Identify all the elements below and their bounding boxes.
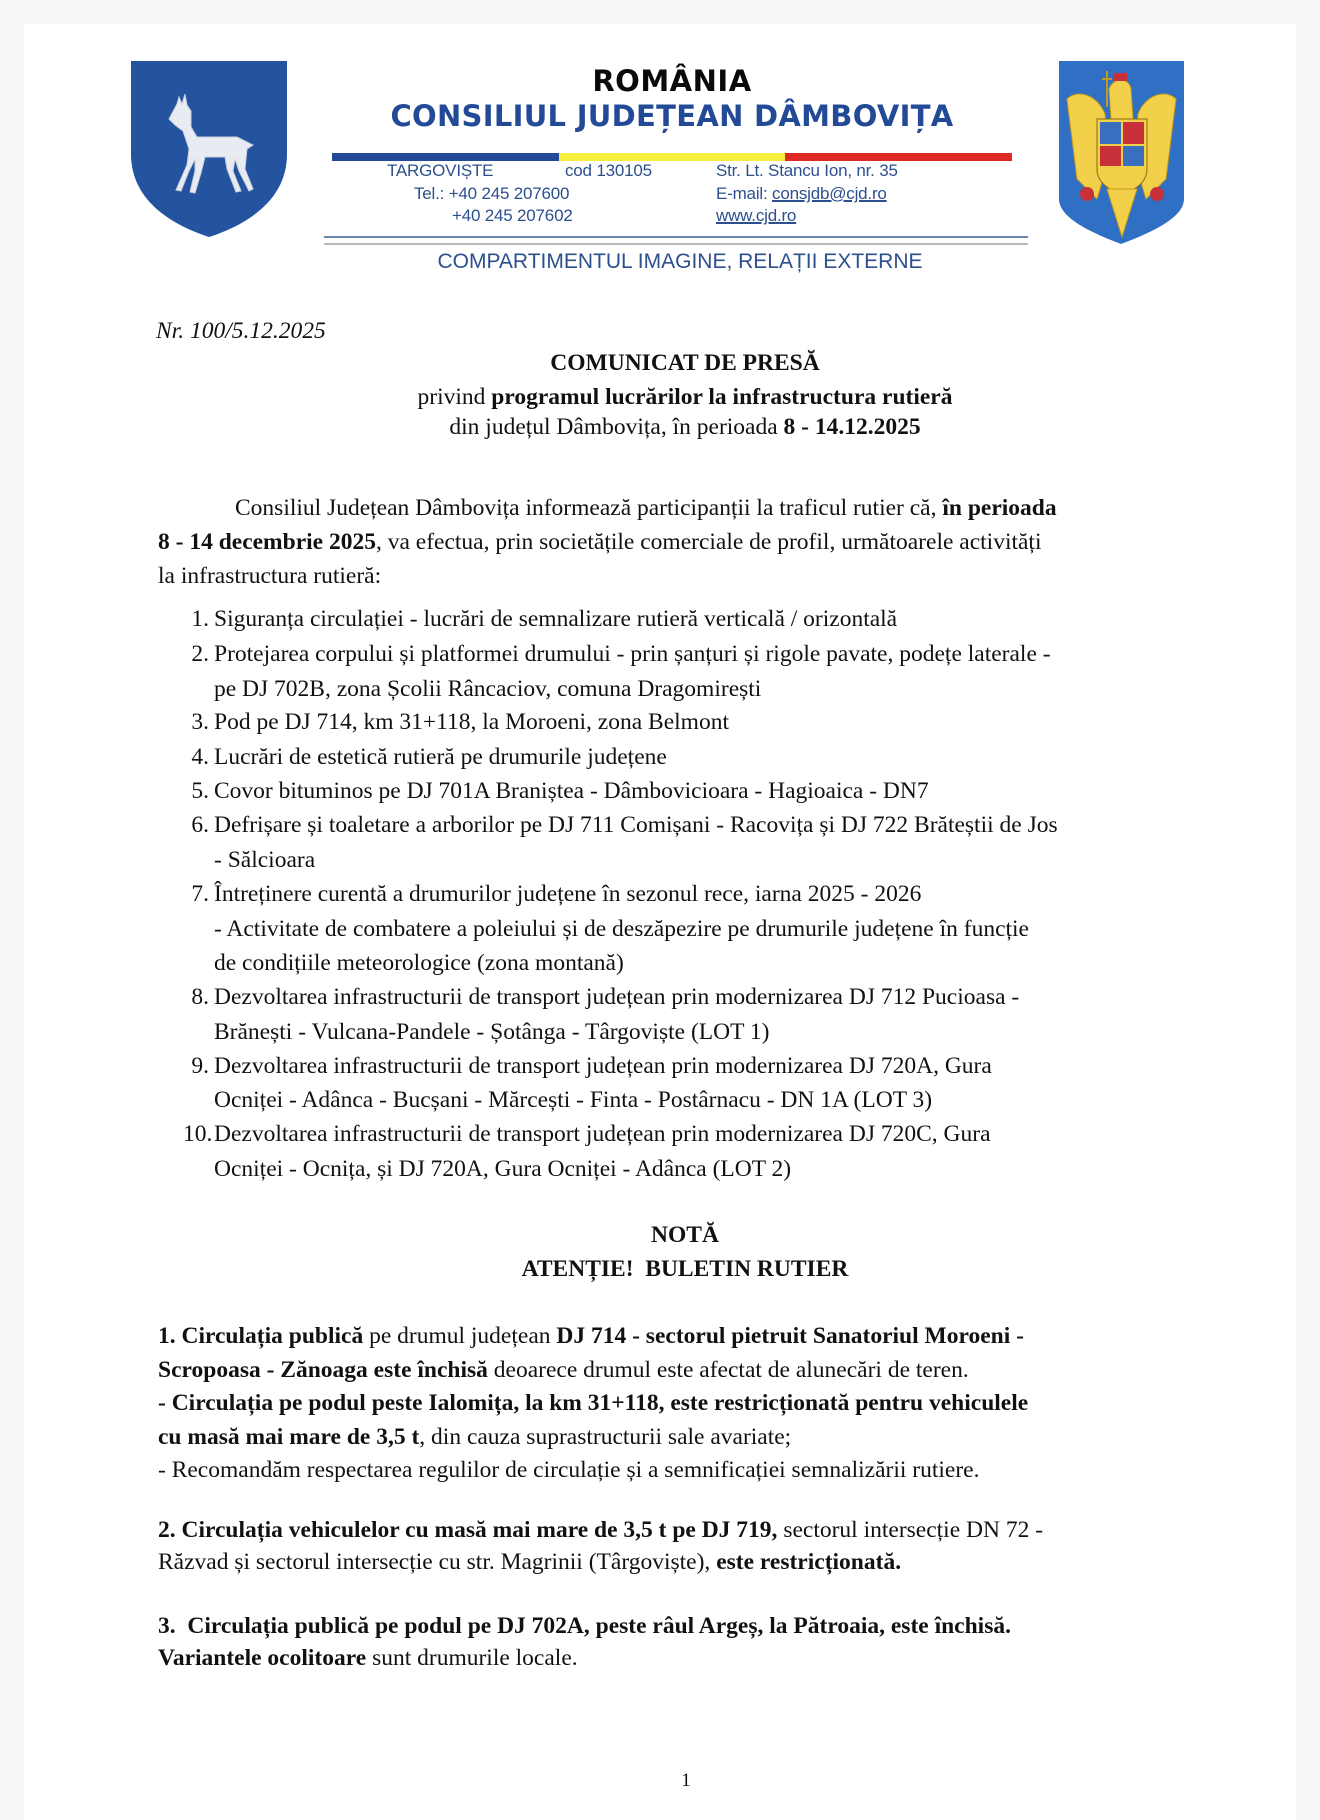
page-number: 1 [681, 1770, 691, 1791]
note-item-2-line-2 [158, 1549, 901, 1576]
country-heading: ROMÂNIA [592, 64, 752, 98]
activity-number: 9. [191, 1053, 209, 1079]
bold-text: DJ 714 - sectorul pietruit Sanatoriul Moroeni - [556, 1323, 1024, 1349]
tricolor-red [785, 153, 1012, 161]
intro-bold: 8 - 14 decembrie 2025 [158, 529, 376, 555]
activity-number: 7. [191, 881, 209, 907]
subtitle-2-plain: din județul Dâmbovița, în perioada [449, 414, 784, 440]
activity-item-line: Siguranța circulației - lucrări de semnalizare rutieră verticală / orizontală [214, 606, 898, 632]
tricolor-bar [332, 153, 1012, 161]
email-label: E-mail: [716, 184, 773, 203]
intro-bold: în perioada [942, 495, 1057, 521]
note-item-3-line-2 [158, 1645, 578, 1672]
activity-number: 10. [183, 1121, 213, 1147]
email-link[interactable]: consjdb@cjd.ro [772, 184, 887, 203]
document-number: Nr. 100/5.12.2025 [156, 318, 326, 344]
note-item-1-line-3 [158, 1390, 1028, 1417]
activity-number: 3. [191, 709, 209, 735]
activity-number: 8. [191, 984, 209, 1010]
note-title-text: NOTĂ [651, 1222, 719, 1248]
bold-text: Scropoasa - Zănoaga este închisă [158, 1357, 488, 1383]
intro-line-1 [235, 495, 1057, 522]
document-subtitle-2 [158, 414, 1212, 441]
plain-text: - Recomandăm respectarea regulilor de circulație și a semnificației semnalizării rutiere. [158, 1457, 980, 1483]
activity-number: 2. [191, 641, 209, 667]
plain-text: , din cauza suprastructurii sale avariate; [419, 1424, 792, 1450]
activity-item-line: Defrișare și toaletare a arborilor pe DJ 711 Comișani - Racovița și DJ 722 Brăteștii de Jos [214, 812, 1058, 838]
bold-text: este restricționată. [716, 1549, 902, 1575]
phone-2: +40 245 207602 [452, 206, 573, 225]
plain-text: sectorul intersecție DN 72 - [777, 1517, 1044, 1543]
bold-text: cu masă mai mare de 3,5 t [158, 1424, 420, 1450]
plain-text: deoarece drumul este afectat de alunecări de teren. [487, 1357, 969, 1383]
activity-item-line: Protejarea corpului și platformei drumului - prin șanțuri și rigole pavate, podețe laterale - [214, 641, 1051, 667]
title-text: COMUNICAT DE PRESĂ [550, 350, 820, 376]
plain-text: pe drumul județean [363, 1323, 557, 1349]
note-item-3-line-1 [158, 1613, 1011, 1640]
note-item-2-line-1 [158, 1517, 1043, 1544]
activity-item-line: Ocniței - Ocnița, și DJ 720A, Gura Ocniței - Adânca (LOT 2) [214, 1156, 792, 1182]
activity-number: 4. [191, 744, 209, 770]
email-line [716, 184, 887, 204]
note-subtitle-text: ATENȚIE! BULETIN RUTIER [521, 1256, 849, 1282]
subtitle-1-plain: privind [417, 384, 492, 410]
department-name: COMPARTIMENTUL IMAGINE, RELAȚII EXTERNE [437, 250, 923, 273]
website-link[interactable]: www.cjd.ro [716, 206, 797, 225]
address: Str. Lt. Stancu Ion, nr. 35 [716, 161, 898, 180]
activity-item-line: Covor bituminos pe DJ 701A Braniștea - Dâmbovicioara - Hagioaica - DN7 [214, 778, 929, 804]
tricolor-blue [332, 153, 559, 161]
plain-text: Răzvad și sectorul intersecție cu str. Magrinii (Târgoviște), [158, 1549, 717, 1575]
intro-line-3: la infrastructura rutieră: [158, 563, 382, 589]
bold-text: Variantele ocolitoare [158, 1645, 367, 1671]
activity-item-line: Lucrări de estetică rutieră pe drumurile județene [214, 744, 667, 770]
phone-1: Tel.: +40 245 207600 [414, 184, 570, 203]
activity-number: 1. [191, 606, 209, 632]
activity-item-line: Brănești - Vulcana-Pandele - Șotânga - Târgoviște (LOT 1) [214, 1019, 770, 1045]
bold-text: 2. Circulația vehiculelor cu masă mai mare de 3,5 t pe DJ 719, [158, 1517, 778, 1543]
county-coat-of-arms-icon [129, 59, 289, 239]
bold-text: 3. Circulația publică pe podul pe DJ 702A, peste râul Argeș, la Pătroaia, este închisă. [158, 1613, 1011, 1639]
activity-item-line: Dezvoltarea infrastructurii de transport județean prin modernizarea DJ 720C, Gura [214, 1121, 991, 1147]
website-line [716, 206, 796, 226]
document-title [158, 350, 1212, 377]
header-divider-top [324, 236, 1028, 238]
activity-item-line: Pod pe DJ 714, km 31+118, la Moroeni, zona Belmont [214, 709, 729, 735]
activity-number: 5. [191, 778, 209, 804]
note-item-1-line-2 [158, 1357, 969, 1384]
intro-line-2 [158, 529, 1042, 556]
activity-item-line: Ocniței - Adânca - Bucșani - Mărcești - Finta - Postârnacu - DN 1A (LOT 3) [214, 1087, 933, 1113]
activity-item-line: Dezvoltarea infrastructurii de transport județean prin modernizarea DJ 712 Pucioasa - [214, 984, 1020, 1010]
activity-item-line: de condițiile meteorologice (zona montană) [214, 950, 624, 976]
plain-text: sunt drumurile locale. [366, 1645, 578, 1671]
note-item-1-line-1 [158, 1323, 1024, 1350]
subtitle-1-bold: programul lucrărilor la infrastructura rutieră [491, 384, 953, 410]
activity-item-line: Întreținere curentă a drumurilor județene în sezonul rece, iarna 2025 - 2026 [214, 881, 922, 907]
institution-heading: CONSILIUL JUDEȚEAN DÂMBOVIȚA [390, 99, 954, 133]
activity-item-line: - Activitate de combatere a poleiului și de deszăpezire pe drumurile județene în funcție [214, 916, 1029, 942]
intro-text: Consiliul Județean Dâmbovița informează participanții la traficul rutier că, [235, 495, 943, 521]
note-subtitle [158, 1256, 1212, 1283]
subtitle-2-bold: 8 - 14.12.2025 [783, 414, 921, 440]
romania-coat-of-arms-icon [1057, 59, 1186, 246]
header-divider-bottom [324, 243, 1028, 245]
note-item-1-line-5 [158, 1457, 979, 1484]
bold-text: 1. Circulația publică [158, 1323, 364, 1349]
intro-text: , va efectua, prin societățile comerciale de profil, următoarele activități [375, 529, 1042, 555]
activity-item-line: Dezvoltarea infrastructurii de transport județean prin modernizarea DJ 720A, Gura [214, 1053, 992, 1079]
note-title [158, 1222, 1212, 1249]
bold-text: - Circulația pe podul peste Ialomița, la km 31+118, este restricționată pentru vehiculele [158, 1390, 1029, 1416]
activity-number: 6. [191, 812, 209, 838]
postal-code: cod 130105 [565, 161, 652, 180]
tricolor-yellow [559, 153, 786, 161]
note-item-1-line-4 [158, 1424, 791, 1451]
activity-item-line: - Sălcioara [214, 847, 316, 873]
city: TARGOVIȘTE [387, 161, 494, 180]
document-subtitle-1 [158, 384, 1212, 411]
activity-item-line: pe DJ 702B, zona Școlii Râncaciov, comuna Dragomirești [214, 676, 762, 702]
